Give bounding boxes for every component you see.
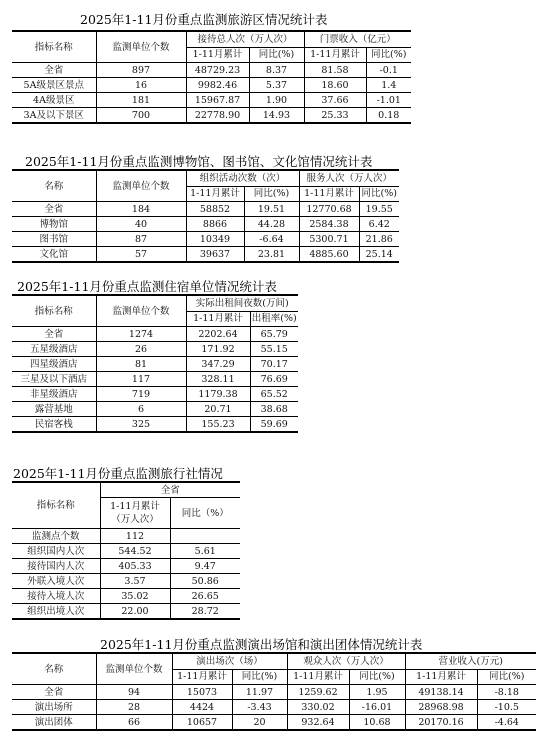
row-label: 博物馆 — [12, 217, 96, 232]
header-cumulative: 1-11月累计 — [186, 47, 249, 63]
row-label: 全省 — [12, 202, 96, 217]
cell: -10.5 — [477, 700, 536, 715]
table-row — [12, 108, 411, 124]
cell: 57 — [96, 247, 186, 263]
row-label: 接待国内人次 — [12, 559, 100, 574]
cell: 59.69 — [250, 417, 298, 433]
cell: 15073 — [172, 685, 232, 700]
cell: 117 — [96, 372, 186, 387]
row-label: 接待入境人次 — [12, 589, 100, 604]
row-label: 非星级酒店 — [12, 387, 96, 402]
header-yoy: 同比(%) — [232, 669, 287, 685]
row-label: 演出场所 — [12, 700, 96, 715]
cell: -16.01 — [349, 700, 405, 715]
header-indicator-name: 指标名称 — [12, 31, 96, 63]
cell: 112 — [100, 529, 170, 544]
tourism-area-table — [12, 30, 411, 124]
cell: 25.33 — [304, 108, 366, 124]
cell — [170, 529, 240, 544]
header-yoy: 同比（%） — [170, 498, 240, 529]
header-cumulative: 1-11月累计 — [405, 669, 477, 685]
header-shows: 演出场次（场） — [172, 653, 287, 669]
table-row — [12, 700, 536, 715]
table-row — [12, 63, 411, 78]
header-total-visitors: 接待总人次（万人次） — [186, 31, 304, 47]
table-row — [12, 78, 411, 93]
table-row — [12, 327, 298, 342]
cell: 330.02 — [287, 700, 349, 715]
cell: 55.15 — [250, 342, 298, 357]
header-monitored-units: 监测单位个数 — [96, 295, 186, 327]
cell: -8.18 — [477, 685, 536, 700]
cell: 50.86 — [170, 574, 240, 589]
header-yoy: 同比(%) — [359, 186, 399, 202]
header-yoy: 同比(%) — [249, 47, 304, 63]
row-label: 演出团体 — [12, 715, 96, 731]
table-row — [12, 93, 411, 108]
cell: 81.58 — [304, 63, 366, 78]
cell: 20 — [232, 715, 287, 731]
cell: 48729.23 — [186, 63, 249, 78]
cell: 1274 — [96, 327, 186, 342]
row-label: 文化馆 — [12, 247, 96, 263]
table-row — [12, 604, 240, 620]
cell: 23.81 — [244, 247, 299, 263]
cell: 171.92 — [186, 342, 250, 357]
table-row — [12, 217, 399, 232]
cell: 16 — [96, 78, 186, 93]
cell: 5300.71 — [299, 232, 359, 247]
cell: 26.65 — [170, 589, 240, 604]
table4-title: 2025年1-11月份重点监测旅行社情况 — [13, 466, 223, 481]
table-row — [12, 357, 298, 372]
row-label: 三星及以下酒店 — [12, 372, 96, 387]
header-ticket-revenue: 门票收入（亿元） — [304, 31, 411, 47]
travel-agency-table — [12, 481, 240, 620]
cell: 719 — [96, 387, 186, 402]
row-label: 五星级酒店 — [12, 342, 96, 357]
cell: 35.02 — [100, 589, 170, 604]
header-audience: 观众人次（万人次） — [287, 653, 405, 669]
header-activities: 组织活动次数（次） — [186, 170, 299, 186]
cell: 897 — [96, 63, 186, 78]
table-row — [12, 202, 399, 217]
cell: 15967.87 — [186, 93, 249, 108]
cell: 544.52 — [100, 544, 170, 559]
header-cumulative: 1-11月累计 — [172, 669, 232, 685]
row-label: 图书馆 — [12, 232, 96, 247]
cell: 5.61 — [170, 544, 240, 559]
header-indicator-name: 指标名称 — [12, 295, 96, 327]
cell: 932.64 — [287, 715, 349, 731]
cell: 22.00 — [100, 604, 170, 620]
cell: 8.37 — [249, 63, 304, 78]
cell: 38.68 — [250, 402, 298, 417]
cell: 6.42 — [359, 217, 399, 232]
cell: 0.18 — [366, 108, 411, 124]
row-label: 3A及以下景区 — [12, 108, 96, 124]
header-monitored-units: 监测单位个数 — [96, 170, 186, 202]
header-yoy: 同比(%) — [349, 669, 405, 685]
row-label: 组织国内人次 — [12, 544, 100, 559]
cell: 19.55 — [359, 202, 399, 217]
table-row — [12, 559, 240, 574]
cell: 26 — [96, 342, 186, 357]
cell: 1.90 — [249, 93, 304, 108]
row-label: 外联入境人次 — [12, 574, 100, 589]
cell: 65.52 — [250, 387, 298, 402]
cell: 700 — [96, 108, 186, 124]
header-service-visits: 服务人次（万人次） — [299, 170, 399, 186]
cell: 325 — [96, 417, 186, 433]
cell: 10657 — [172, 715, 232, 731]
cell: 28968.98 — [405, 700, 477, 715]
row-label: 4A级景区 — [12, 93, 96, 108]
cell: 184 — [96, 202, 186, 217]
cell: -0.1 — [366, 63, 411, 78]
cell: 21.86 — [359, 232, 399, 247]
cell: 76.69 — [250, 372, 298, 387]
table2-title: 2025年1-11月份重点监测博物馆、图书馆、文化馆情况统计表 — [25, 154, 373, 169]
cell: -6.64 — [244, 232, 299, 247]
header-cumulative: 1-11月累计 — [186, 311, 250, 327]
header-name: 名称 — [12, 653, 96, 685]
row-label: 全省 — [12, 63, 96, 78]
cell: 347.29 — [186, 357, 250, 372]
header-cumulative: 1-11月累计 — [299, 186, 359, 202]
cell: 328.11 — [186, 372, 250, 387]
cell: 9982.46 — [186, 78, 249, 93]
cell: 181 — [96, 93, 186, 108]
cell: 14.93 — [249, 108, 304, 124]
cell: 11.97 — [232, 685, 287, 700]
cell: 20170.16 — [405, 715, 477, 731]
row-label: 组织出境人次 — [12, 604, 100, 620]
cell: 39637 — [186, 247, 244, 263]
table-row — [12, 417, 298, 433]
cell: 3.57 — [100, 574, 170, 589]
museum-library-table — [12, 169, 399, 263]
table-row — [12, 387, 298, 402]
header-yoy: 同比(%) — [366, 47, 411, 63]
cell: 81 — [96, 357, 186, 372]
header-name: 名称 — [12, 170, 96, 202]
cell: 1179.38 — [186, 387, 250, 402]
cell: 4424 — [172, 700, 232, 715]
header-province: 全省 — [100, 482, 240, 498]
table-row — [12, 342, 298, 357]
table-row — [12, 574, 240, 589]
cell: 2202.64 — [186, 327, 250, 342]
cell: 40 — [96, 217, 186, 232]
table-row — [12, 402, 298, 417]
cell: 1259.62 — [287, 685, 349, 700]
header-yoy: 同比(%) — [244, 186, 299, 202]
table5-title: 2025年1-11月份重点监测演出场馆和演出团体情况统计表 — [100, 637, 423, 652]
table-row — [12, 529, 240, 544]
header-monitored-units: 监测单位个数 — [96, 653, 172, 685]
cell: 9.47 — [170, 559, 240, 574]
cell: -4.64 — [477, 715, 536, 731]
cell: 49138.14 — [405, 685, 477, 700]
header-cumulative: 1-11月累计 — [287, 669, 349, 685]
performance-venues-table — [12, 652, 536, 731]
cell: 1.4 — [366, 78, 411, 93]
cell: 58852 — [186, 202, 244, 217]
header-cumulative — [100, 498, 170, 529]
cell: 19.51 — [244, 202, 299, 217]
table3-title: 2025年1-11月份重点监测住宿单位情况统计表 — [17, 279, 277, 294]
accommodation-table — [12, 294, 298, 433]
cell: 65.79 — [250, 327, 298, 342]
cell: 155.23 — [186, 417, 250, 433]
cell: 28 — [96, 700, 172, 715]
table-row — [12, 247, 399, 263]
table1-title: 2025年1-11月份重点监测旅游区情况统计表 — [80, 12, 328, 27]
cell: 405.33 — [100, 559, 170, 574]
header-indicator-name: 指标名称 — [12, 482, 100, 529]
cell: 6 — [96, 402, 186, 417]
cell: 66 — [96, 715, 172, 731]
cell: 8866 — [186, 217, 244, 232]
cell: 1.95 — [349, 685, 405, 700]
row-label: 全省 — [12, 685, 96, 700]
cell: 28.72 — [170, 604, 240, 620]
header-yoy: 同比(%) — [477, 669, 536, 685]
header-room-nights: 实际出租间夜数(万间) — [186, 295, 298, 311]
row-label: 民宿客栈 — [12, 417, 96, 433]
cell: 12770.68 — [299, 202, 359, 217]
cell: 37.66 — [304, 93, 366, 108]
header-cumulative-line2: （万人次） — [111, 514, 159, 525]
cell: 70.17 — [250, 357, 298, 372]
cell: 25.14 — [359, 247, 399, 263]
header-cumulative: 1-11月累计 — [186, 186, 244, 202]
header-cumulative: 1-11月累计 — [304, 47, 366, 63]
header-cumulative-line1: 1-11月累计 — [110, 501, 160, 512]
cell: 10349 — [186, 232, 244, 247]
cell: 18.60 — [304, 78, 366, 93]
row-label: 监测点个数 — [12, 529, 100, 544]
table-row — [12, 589, 240, 604]
row-label: 5A级景区景点 — [12, 78, 96, 93]
cell: 2584.38 — [299, 217, 359, 232]
cell: 87 — [96, 232, 186, 247]
row-label: 全省 — [12, 327, 96, 342]
row-label: 露营基地 — [12, 402, 96, 417]
table-row — [12, 685, 536, 700]
row-label: 四星级酒店 — [12, 357, 96, 372]
cell: 94 — [96, 685, 172, 700]
header-monitored-units: 监测单位个数 — [96, 31, 186, 63]
cell: 10.68 — [349, 715, 405, 731]
cell: -1.01 — [366, 93, 411, 108]
table-row — [12, 372, 298, 387]
cell: 22778.90 — [186, 108, 249, 124]
cell: 44.28 — [244, 217, 299, 232]
cell: 4885.60 — [299, 247, 359, 263]
table-row — [12, 715, 536, 731]
header-income: 营业收入(万元) — [405, 653, 536, 669]
table-row — [12, 544, 240, 559]
cell: 5.37 — [249, 78, 304, 93]
cell: 20.71 — [186, 402, 250, 417]
header-occupancy-rate: 出租率(%) — [250, 311, 298, 327]
table-row — [12, 232, 399, 247]
cell: -3.43 — [232, 700, 287, 715]
